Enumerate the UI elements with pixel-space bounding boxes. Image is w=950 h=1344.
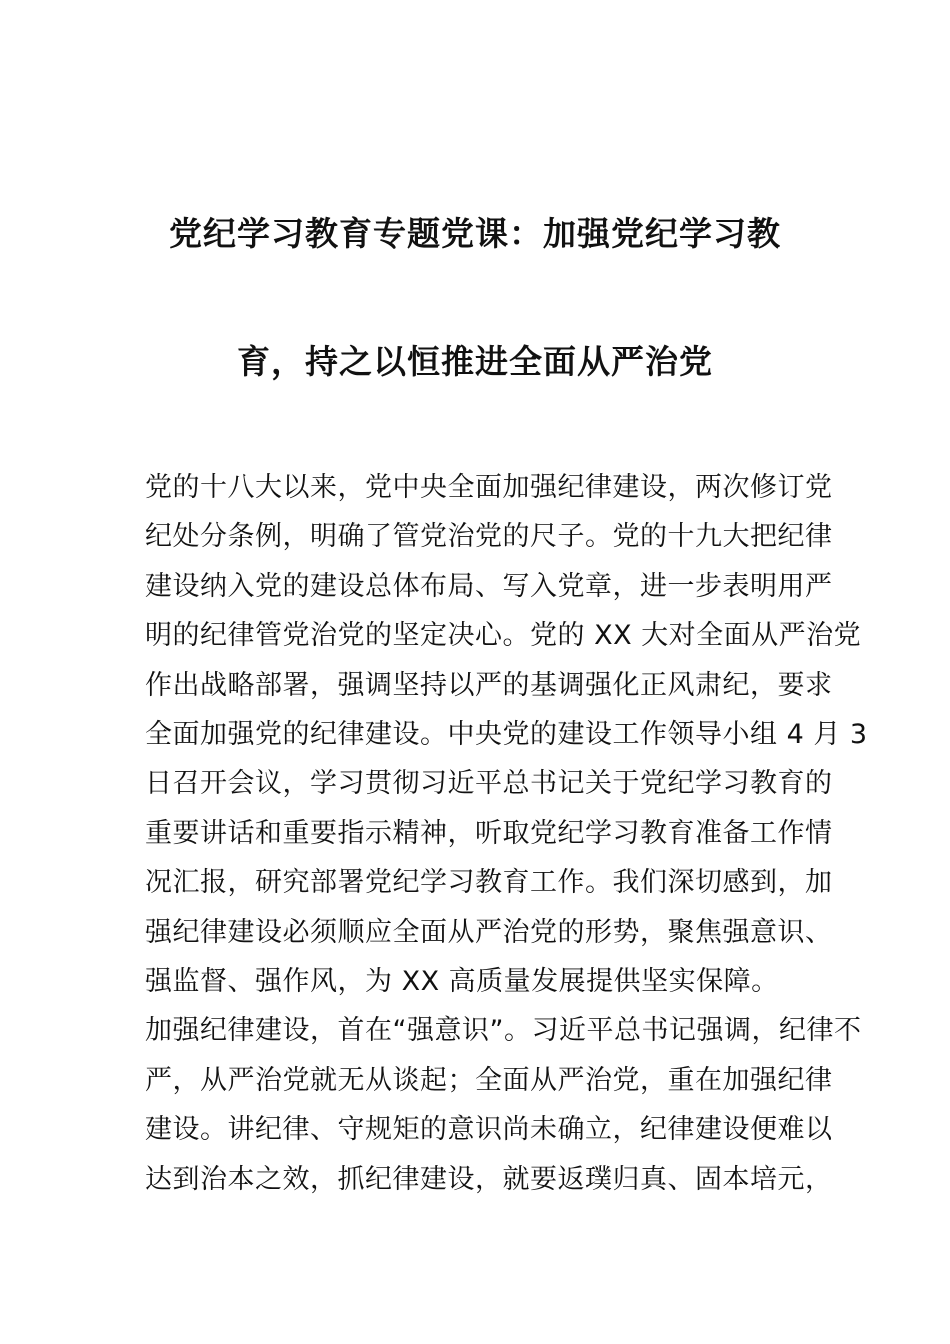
body-line: 严，从严治党就无从谈起；全面从严治党，重在加强纪律 (145, 1064, 833, 1096)
body-line: 作出战略部署，强调坚持以严的基调强化正风肃纪，要求 (145, 669, 833, 701)
body-line: 加强纪律建设，首在“强意识”。习近平总书记强调，纪律不 (145, 1015, 862, 1047)
body-line: 况汇报，研究部署党纪学习教育工作。我们深切感到，加 (145, 867, 833, 899)
body-line: 建设。讲纪律、守规矩的意识尚未确立，纪律建设便难以 (145, 1114, 833, 1146)
body-line: 强纪律建设必须顺应全面从严治党的形势，聚焦强意识、 (145, 916, 833, 948)
body-line: 重要讲话和重要指示精神，听取党纪学习教育准备工作情 (145, 817, 833, 849)
document-body (145, 463, 868, 1204)
body-line: 建设纳入党的建设总体布局、写入党章，进一步表明用严 (145, 570, 833, 602)
body-line: 明的纪律管党治党的坚定决心。党的 XX 大对全面从严治党 (145, 620, 862, 652)
body-line: 日召开会议，学习贯彻习近平总书记关于党纪学习教育的 (145, 768, 833, 800)
body-line: 强监督、强作风，为 XX 高质量发展提供坚实保障。 (145, 966, 779, 998)
body-line: 党的十八大以来，党中央全面加强纪律建设，两次修订党 (145, 472, 833, 503)
body-line: 达到治本之效，抓纪律建设，就要返璞归真、固本培元， (145, 1163, 833, 1195)
body-line: 全面加强党的纪律建设。中央党的建设工作领导小组 4 月 3 (145, 719, 868, 751)
title-line: 党纪学习教育专题党课：加强党纪学习教 (169, 214, 781, 253)
title-line: 育，持之以恒推进全面从严治党 (237, 342, 713, 381)
body-line: 纪处分条例，明确了管党治党的尺子。党的十九大把纪律 (145, 521, 833, 553)
document-title (140, 170, 810, 426)
